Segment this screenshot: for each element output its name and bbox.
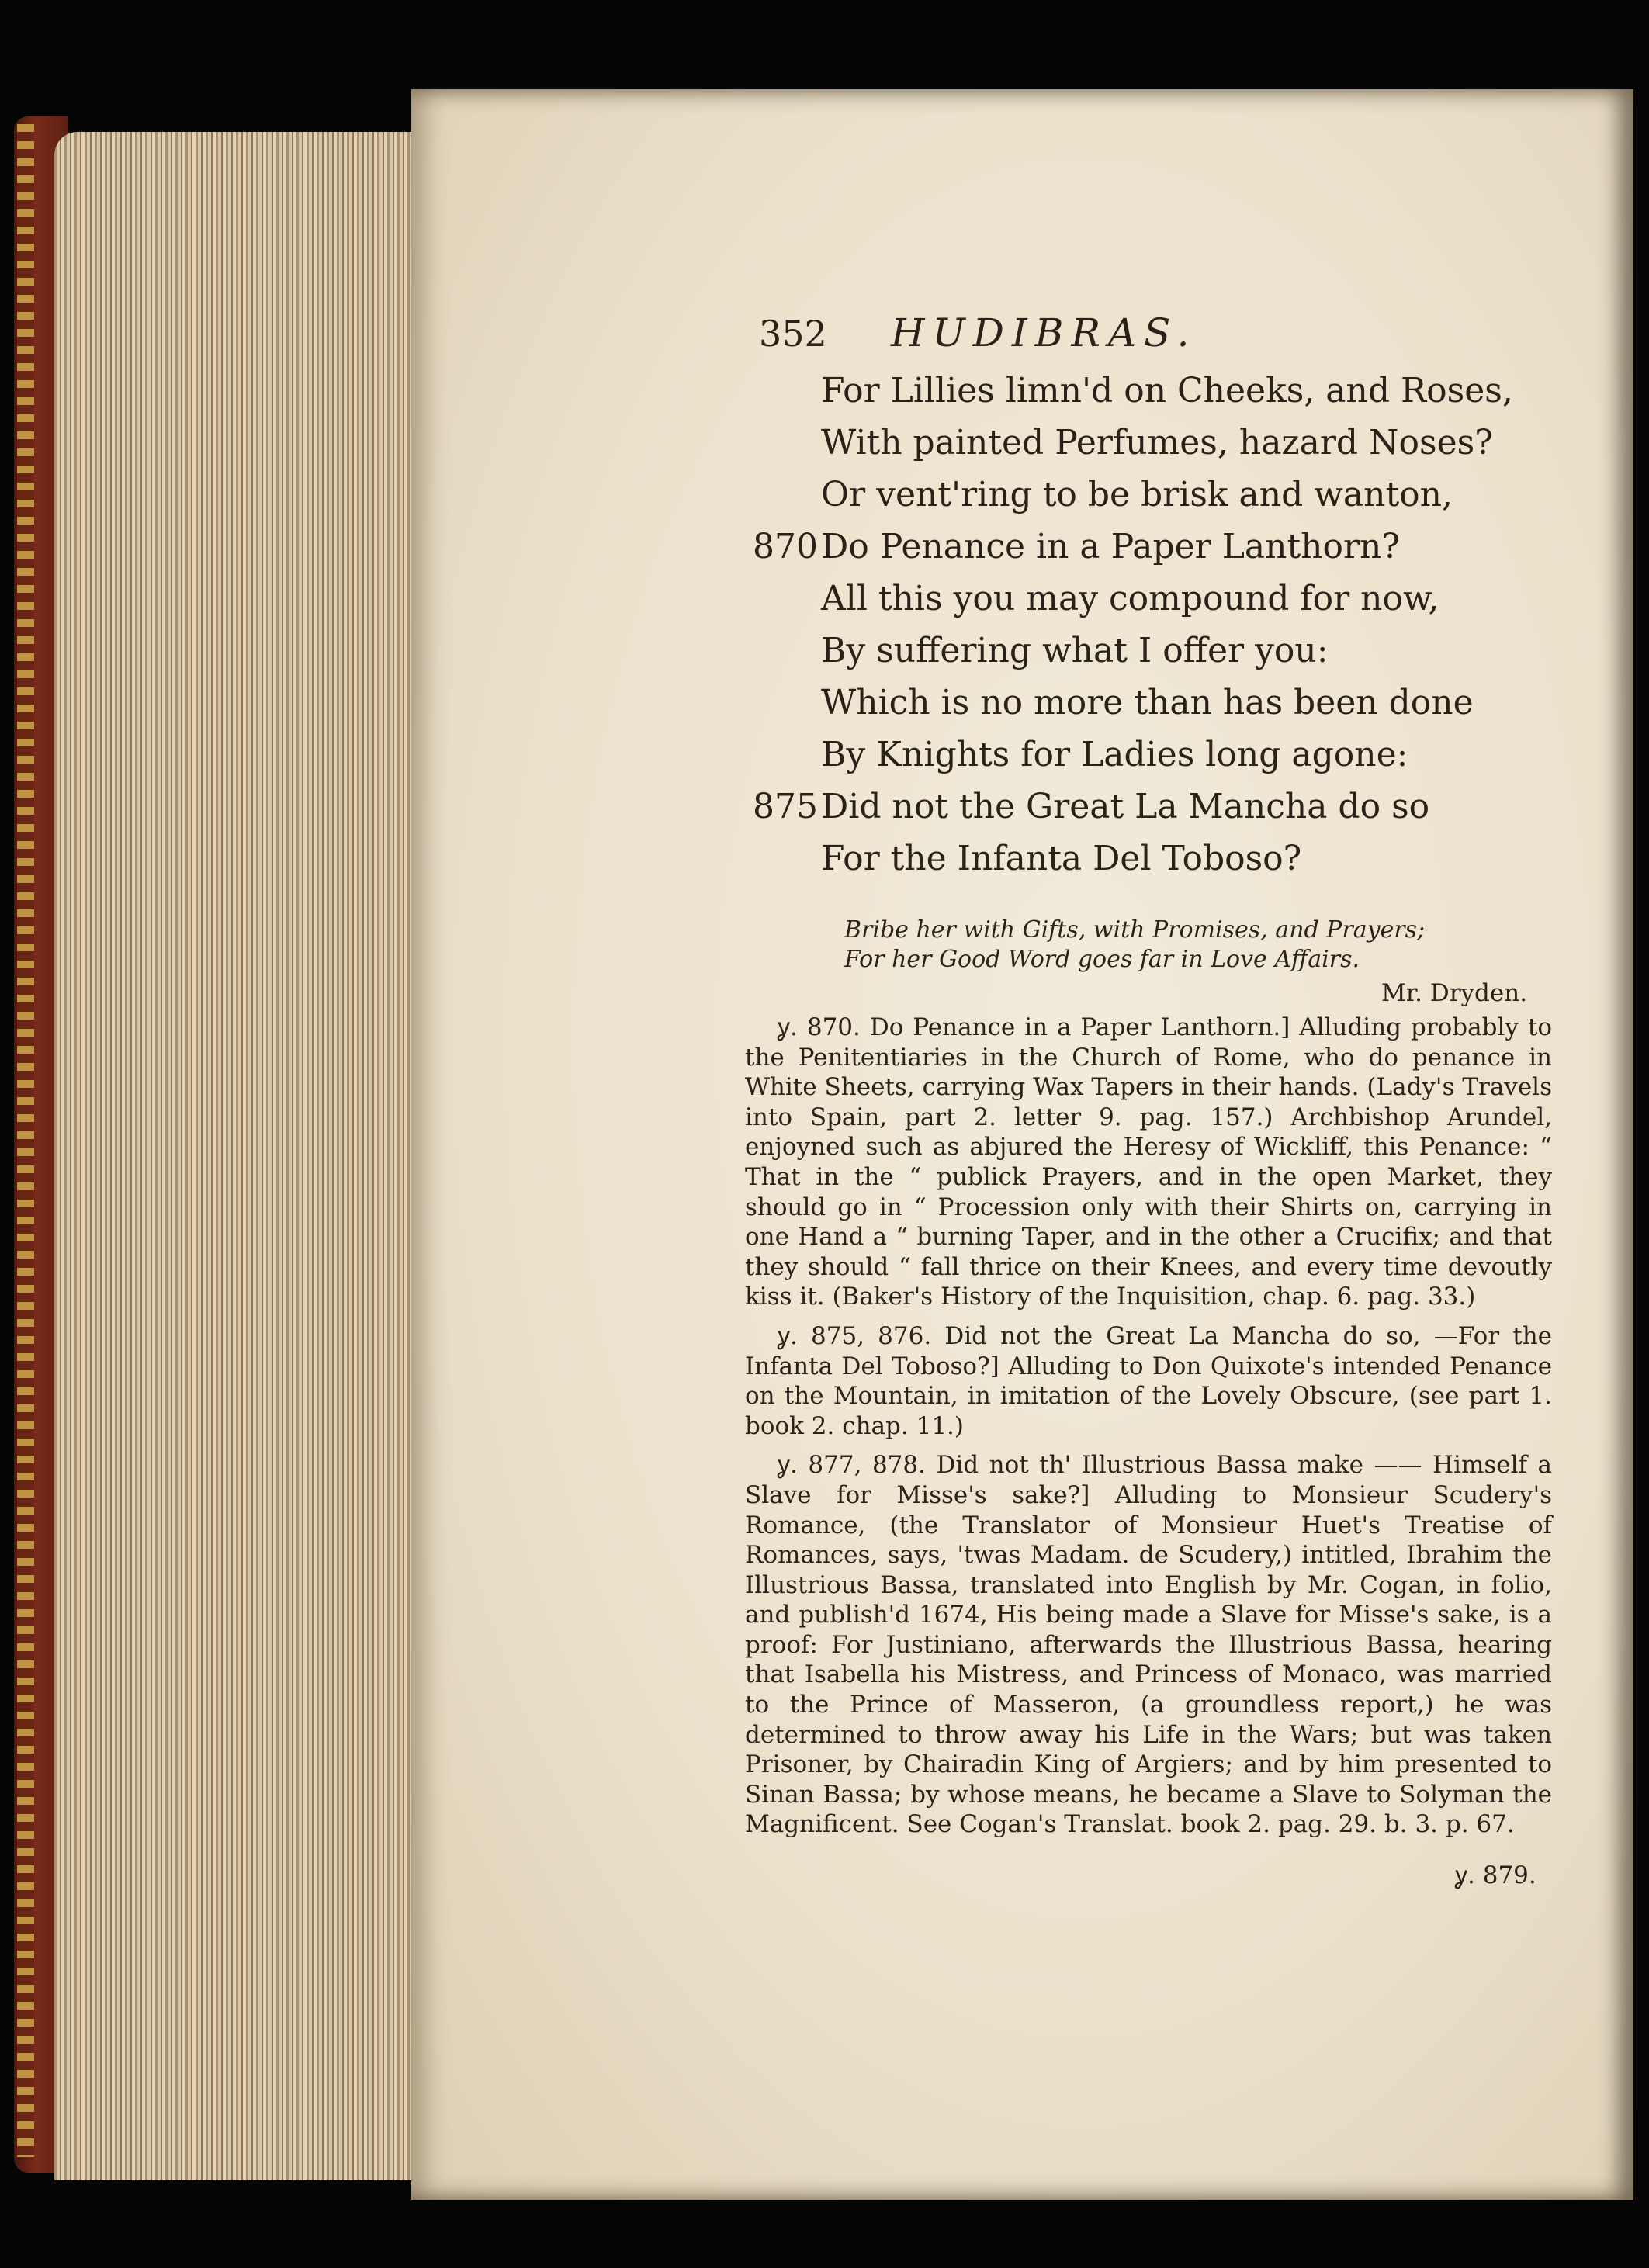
catchword: ỿ. 879. [1455, 1861, 1536, 1889]
quote-line: For her Good Word goes far in Love Affairs. [844, 946, 1360, 973]
line-number: 875 [753, 787, 818, 826]
verse-line [753, 521, 1513, 573]
quote-block [844, 916, 1425, 975]
verse-line [753, 625, 1513, 677]
verse-text: For Lillies limn'd on Cheeks, and Roses, [821, 371, 1513, 410]
footnote-870: ỿ. 870. Do Penance in a Paper Lanthorn.] Alluding probably to the Penitentiaries in the Church of Rome, who do penance in White Sheets, carrying Wax Tapers in their hands. (Lady's Travels into Spain, part 2. letter 9. pag. 157.) Archbishop Arundel, enjoyned such as abjured the Heresy of Wickliff, this Penance: “ That in the “ publick Prayers, and in the open Market, they should go in “ Procession only with their Shirts on, carrying in one Hand a “ burning Taper, and in the other a Crucifix; and that they should “ fall thrice on their Knees, and every time devoutly kiss it. (Baker's History of the Inquisition, chap. 6. pag. 33.) [745, 1013, 1552, 1311]
verse-text: Or vent'ring to be brisk and wanton, [821, 475, 1453, 514]
verse-block [753, 365, 1513, 885]
quote-attribution: Mr. Dryden. [1381, 979, 1528, 1007]
footnotes [745, 1013, 1552, 1849]
line-number: 870 [753, 527, 818, 566]
running-head [759, 310, 1197, 355]
verse-text: By suffering what I offer you: [821, 631, 1329, 670]
footnote-877: ỿ. 877, 878. Did not th' Illustrious Bassa make —— Himself a Slave for Misse's sake?] Alluding to Monsieur Scudery's Romance, (the Translator of Monsieur Huet's Treatise of Romances, says, 'twas Madam. de Scudery,) intitled, Ibrahim the Illustrious Bassa, translated into English by Mr. Cogan, in folio, and publish'd 1674, His being made a Slave for Misse's sake, is a proof: For Justiniano, afterwards the Illustrious Bassa, hearing that Isabella his Mistress, and Princess of Monaco, was married to the Prince of Masseron, (a groundless report,) he was determined to throw away his Life in the Wars; but was taken Prisoner, by Chairadin King of Argiers; and by him presented to Sinan Bassa; by whose means, he became a Slave to Solyman the Magnificent. See Cogan's Translat. book 2. pag. 29. b. 3. p. 67. [745, 1451, 1552, 1839]
footnote-875: ỿ. 875, 876. Did not the Great La Mancha do so, —For the Infanta Del Toboso?] Alluding to Don Quixote's intended Penance on the Mountain, in imitation of the Lovely Obscure, (see part 1. book 2. chap. 11.) [745, 1321, 1552, 1440]
verse-text: Which is no more than has been done [821, 683, 1474, 722]
page-number: 352 [759, 313, 827, 355]
verse-line [753, 729, 1513, 781]
quote-line: Bribe her with Gifts, with Promises, and Prayers; [844, 916, 1426, 944]
page-title: HUDIBRAS. [891, 310, 1197, 355]
verse-line [753, 677, 1513, 729]
verse-line [753, 573, 1513, 625]
verse-text: All this you may compound for now, [821, 579, 1439, 618]
verse-text: By Knights for Ladies long agone: [821, 735, 1408, 774]
verse-text: With painted Perfumes, hazard Noses? [821, 423, 1493, 462]
verse-line [753, 365, 1513, 417]
verse-line [753, 833, 1513, 885]
verse-text: Did not the Great La Mancha do so [821, 787, 1430, 826]
verse-line [753, 469, 1513, 521]
verse-line [753, 781, 1513, 833]
verse-text: Do Penance in a Paper Lanthorn? [821, 527, 1400, 566]
gilt-spine-decoration [17, 124, 34, 2157]
verse-text: For the Infanta Del Toboso? [821, 839, 1302, 878]
verse-line [753, 417, 1513, 469]
page-edges [54, 132, 411, 2180]
